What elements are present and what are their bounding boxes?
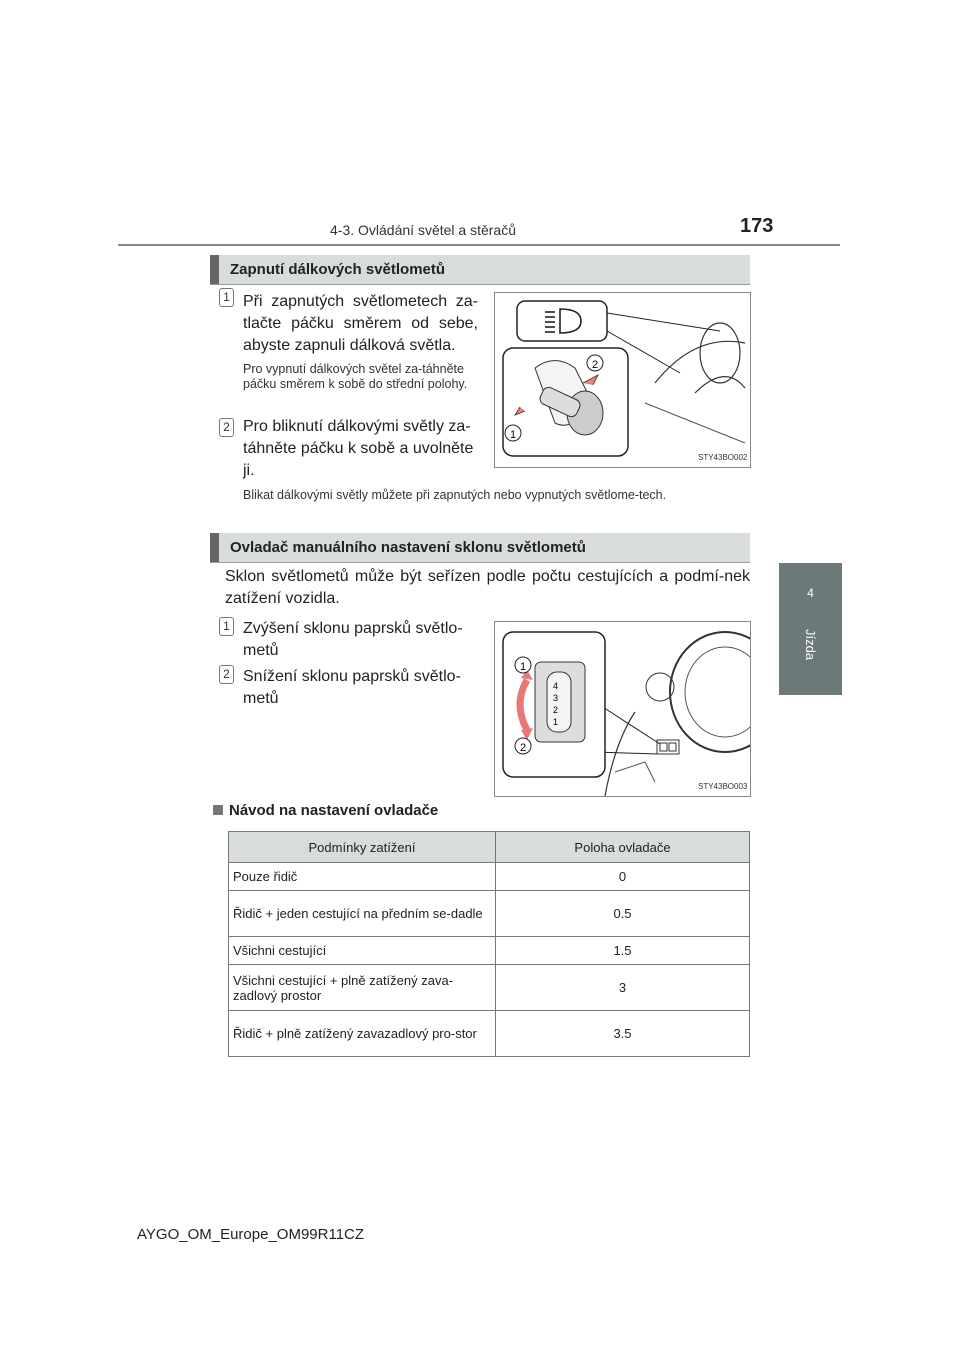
- running-header-section: 4-3. Ovládání světel a stěračů: [330, 222, 516, 238]
- leveling-intro: Sklon světlometů může být seřízen podle počtu cestujících a podmí-nek zatížení vozidla.: [225, 568, 750, 607]
- table-cell-position: 3.5: [496, 1011, 750, 1057]
- dial-mark-4: 4: [553, 681, 559, 691]
- leveling-dial-figure: [494, 621, 751, 797]
- table-row: [229, 891, 750, 937]
- table-row: [229, 863, 750, 891]
- figure-code: STY43BO003: [698, 782, 748, 791]
- leveling-step-2-text: Snížení sklonu paprsků světlo-metů: [243, 668, 461, 707]
- guide-heading-text: Návod na nastavení ovladače: [229, 802, 439, 819]
- high-beam-lever-figure: [494, 292, 751, 468]
- table-cell-condition: Všichni cestující + plně zatížený zava-zadlový prostor: [229, 965, 496, 1011]
- chapter-label-tab: [779, 623, 842, 695]
- table-cell-position: 0: [496, 863, 750, 891]
- step-2-note: Blikat dálkovými světly můžete při zapnutých nebo vypnutých světlome-tech.: [243, 488, 667, 502]
- section-heading-high-beam: Zapnutí dálkových světlometů: [210, 255, 750, 284]
- table-row: [229, 965, 750, 1011]
- step-2-text: Pro bliknutí dálkovými světly za-táhněte páčku k sobě a uvolněte ji.: [243, 418, 474, 479]
- column-header: Podmínky zatížení: [229, 832, 496, 863]
- step-number-1: 1: [219, 288, 234, 307]
- step-1-note: Pro vypnutí dálkových světel za-táhněte páčku směrem k sobě do střední polohy.: [243, 362, 468, 391]
- table-cell-position: 3: [496, 965, 750, 1011]
- table-cell-condition: Řidič + jeden cestující na předním se-dadle: [229, 891, 496, 937]
- lever-illustration: [495, 293, 750, 467]
- table-row: [229, 937, 750, 965]
- table-row: [229, 1011, 750, 1057]
- page-number: 173: [740, 215, 774, 237]
- callout-2: 2: [520, 742, 527, 754]
- step-number-1: 1: [219, 617, 234, 636]
- column-header: Poloha ovladače: [496, 832, 750, 863]
- section-heading-leveling: Ovladač manuálního nastavení sklonu světlometů: [210, 533, 750, 562]
- table-cell-position: 0.5: [496, 891, 750, 937]
- header-rule: [118, 244, 840, 246]
- step-1-text: Při zapnutých světlometech za-tlačte páčku směrem od sebe, abyste zapnuli dálková světla.: [243, 293, 478, 354]
- section-heading-rule: [210, 284, 750, 285]
- dial-mark-1: 1: [553, 717, 559, 727]
- step-number-2: 2: [219, 665, 234, 684]
- section-heading-rule: [210, 562, 750, 563]
- table-cell-position: 1.5: [496, 937, 750, 965]
- dial-mark-2: 2: [553, 705, 559, 715]
- figure-code: STY43BO002: [698, 453, 748, 462]
- callout-2: 2: [592, 359, 599, 371]
- chapter-label: Jízda: [803, 629, 818, 661]
- document-id: AYGO_OM_Europe_OM99R11CZ: [137, 1226, 365, 1243]
- table-cell-condition: Řidič + plně zatížený zavazadlový pro-stor: [229, 1011, 496, 1057]
- leveling-step-1-text: Zvýšení sklonu paprsků světlo-metů: [243, 620, 463, 659]
- dial-mark-3: 3: [553, 693, 559, 703]
- dashboard-illustration: [495, 622, 750, 796]
- guide-heading: [213, 802, 438, 819]
- table-cell-condition: Pouze řidič: [229, 863, 496, 891]
- load-guide-table: [228, 831, 750, 1057]
- table-cell-condition: Všichni cestující: [229, 937, 496, 965]
- step-number-2: 2: [219, 418, 234, 437]
- table-header-row: [229, 832, 750, 863]
- bullet-square-icon: [213, 805, 223, 815]
- callout-1: 1: [520, 661, 527, 673]
- callout-1: 1: [510, 429, 517, 441]
- chapter-tab: 4: [779, 563, 842, 623]
